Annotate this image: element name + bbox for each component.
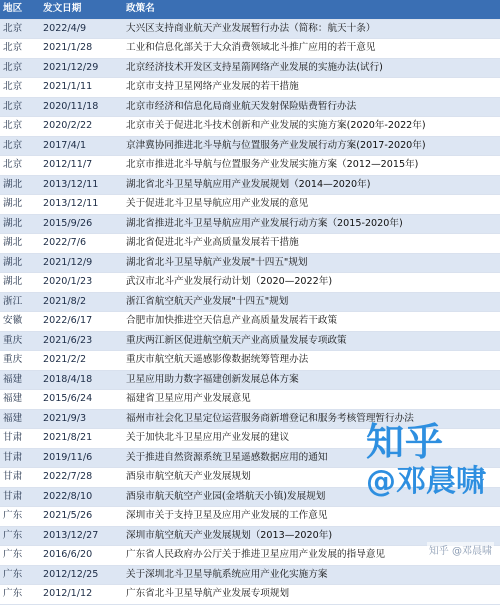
cell-region: 广东	[0, 526, 40, 546]
table-row	[0, 156, 500, 176]
column-header-policy-name: 政策名	[123, 0, 500, 19]
cell-date: 2020/1/23	[40, 273, 123, 293]
cell-policy-name: 湖北省北斗卫星导航产业发展"十四五"规划	[123, 253, 500, 273]
cell-policy-name: 北京市支持卫星网络产业发展的若干措施	[123, 78, 500, 98]
table-row	[0, 175, 500, 195]
cell-policy-name: 深圳市关于支持卫星及应用产业发展的工作意见	[123, 507, 500, 527]
cell-region: 广东	[0, 546, 40, 566]
cell-policy-name: 湖北省促进北斗产业高质量发展若干措施	[123, 234, 500, 254]
cell-region: 福建	[0, 390, 40, 410]
cell-policy-name: 武汉市北斗产业发展行动计划（2020—2022年)	[123, 273, 500, 293]
table-header-row	[0, 0, 500, 19]
cell-region: 福建	[0, 370, 40, 390]
table-row	[0, 526, 500, 546]
cell-region: 湖北	[0, 234, 40, 254]
zhihu-watermark-handle: @邓晨啸	[366, 464, 486, 499]
cell-policy-name: 大兴区支持商业航天产业发展暂行办法（简称：航天十条）	[123, 19, 500, 39]
table-row	[0, 19, 500, 39]
cell-date: 2021/12/9	[40, 253, 123, 273]
cell-date: 2021/1/28	[40, 39, 123, 59]
table-row	[0, 117, 500, 137]
cell-policy-name: 京津冀协同推进北斗导航与位置服务产业发展行动方案(2017-2020年)	[123, 136, 500, 156]
cell-region: 北京	[0, 58, 40, 78]
cell-region: 北京	[0, 136, 40, 156]
cell-policy-name: 北京市经济和信息化局商业航天发射保险贴费暂行办法	[123, 97, 500, 117]
cell-policy-name: 深圳市航空航天产业发展规划（2013—2020年)	[123, 526, 500, 546]
cell-policy-name: 广东省北斗卫星导航产业发展专项规划	[123, 585, 500, 605]
cell-date: 2021/5/26	[40, 507, 123, 527]
cell-date: 2012/12/25	[40, 565, 123, 585]
table-row	[0, 214, 500, 234]
cell-region: 广东	[0, 585, 40, 605]
cell-policy-name: 合肥市加快推进空天信息产业高质量发展若干政策	[123, 312, 500, 332]
cell-date: 2020/2/22	[40, 117, 123, 137]
cell-region: 甘肃	[0, 448, 40, 468]
cell-policy-name: 北京经济技术开发区支持星箭网络产业发展的实施办法(试行)	[123, 58, 500, 78]
cell-date: 2021/2/2	[40, 351, 123, 371]
cell-date: 2021/8/21	[40, 429, 123, 449]
cell-date: 2022/7/6	[40, 234, 123, 254]
cell-region: 甘肃	[0, 468, 40, 488]
cell-policy-name: 关于推进自然资源系统卫星遥感数据应用的通知	[123, 448, 500, 468]
table-row	[0, 39, 500, 59]
cell-date: 2022/6/17	[40, 312, 123, 332]
cell-region: 浙江	[0, 292, 40, 312]
table-row	[0, 390, 500, 410]
cell-policy-name: 关于深圳北斗卫星导航系统应用产业化实施方案	[123, 565, 500, 585]
cell-date: 2022/7/28	[40, 468, 123, 488]
cell-region: 北京	[0, 78, 40, 98]
cell-date: 2020/11/18	[40, 97, 123, 117]
table-row	[0, 312, 500, 332]
column-header-date: 发文日期	[40, 0, 123, 19]
cell-region: 安徽	[0, 312, 40, 332]
cell-region: 重庆	[0, 351, 40, 371]
cell-policy-name: 酒泉市航天航空产业园(金塔航天小镇)发展规划	[123, 487, 500, 507]
footer-watermark: 知乎 @邓晨啸	[427, 542, 494, 557]
cell-policy-name: 浙江省航空航天产业发展"十四五"规划	[123, 292, 500, 312]
cell-policy-name: 福州市社会化卫星定位运营服务商新增登记和服务考核管理暂行办法	[123, 409, 500, 429]
cell-date: 2021/1/11	[40, 78, 123, 98]
cell-region: 湖北	[0, 273, 40, 293]
table-row	[0, 97, 500, 117]
table-row	[0, 370, 500, 390]
cell-policy-name: 酒泉市航空航天产业发展规划	[123, 468, 500, 488]
cell-date: 2022/4/9	[40, 19, 123, 39]
table-row	[0, 273, 500, 293]
cell-region: 重庆	[0, 331, 40, 351]
cell-policy-name: 北京市关于促进北斗技术创新和产业发展的实施方案(2020年-2022年)	[123, 117, 500, 137]
table-row	[0, 565, 500, 585]
cell-region: 北京	[0, 156, 40, 176]
cell-date: 2012/11/7	[40, 156, 123, 176]
cell-policy-name: 关于加快北斗卫星应用产业发展的建议	[123, 429, 500, 449]
cell-date: 2012/1/12	[40, 585, 123, 605]
cell-date: 2021/8/2	[40, 292, 123, 312]
cell-region: 甘肃	[0, 487, 40, 507]
cell-region: 北京	[0, 39, 40, 59]
cell-policy-name: 湖北省北斗卫星导航应用产业发展规划（2014—2020年)	[123, 175, 500, 195]
cell-region: 福建	[0, 409, 40, 429]
table-row	[0, 546, 500, 566]
cell-region: 北京	[0, 97, 40, 117]
cell-policy-name: 重庆市航空航天遥感影像数据统筹管理办法	[123, 351, 500, 371]
cell-policy-name: 广东省人民政府办公厅关于推进卫星应用产业发展的指导意见	[123, 546, 500, 566]
column-header-region: 地区	[0, 0, 40, 19]
cell-region: 湖北	[0, 253, 40, 273]
table-row	[0, 507, 500, 527]
cell-region: 湖北	[0, 195, 40, 215]
cell-region: 甘肃	[0, 429, 40, 449]
cell-policy-name: 北京市推进北斗导航与位置服务产业发展实施方案（2012—2015年)	[123, 156, 500, 176]
cell-date: 2013/12/11	[40, 175, 123, 195]
cell-date: 2017/4/1	[40, 136, 123, 156]
cell-date: 2013/12/27	[40, 526, 123, 546]
cell-region: 广东	[0, 507, 40, 527]
table-row	[0, 351, 500, 371]
cell-region: 北京	[0, 19, 40, 39]
cell-date: 2016/6/20	[40, 546, 123, 566]
cell-date: 2013/12/11	[40, 195, 123, 215]
cell-date: 2018/4/18	[40, 370, 123, 390]
cell-region: 湖北	[0, 175, 40, 195]
table-row	[0, 331, 500, 351]
table-row	[0, 136, 500, 156]
zhihu-watermark-brand: 知乎	[366, 420, 445, 464]
table-row	[0, 585, 500, 605]
cell-policy-name: 重庆两江新区促进航空航天产业高质量发展专项政策	[123, 331, 500, 351]
table-row	[0, 78, 500, 98]
table-row	[0, 195, 500, 215]
table-row	[0, 253, 500, 273]
cell-date: 2015/6/24	[40, 390, 123, 410]
cell-date: 2021/12/29	[40, 58, 123, 78]
cell-date: 2022/8/10	[40, 487, 123, 507]
table-row	[0, 292, 500, 312]
cell-region: 湖北	[0, 214, 40, 234]
cell-date: 2019/11/6	[40, 448, 123, 468]
cell-date: 2021/9/3	[40, 409, 123, 429]
cell-policy-name: 卫星应用助力数字福建创新发展总体方案	[123, 370, 500, 390]
table-row	[0, 58, 500, 78]
table-row	[0, 234, 500, 254]
cell-policy-name: 湖北省推进北斗卫星导航应用产业发展行动方案（2015-2020年)	[123, 214, 500, 234]
cell-policy-name: 关于促进北斗卫星导航应用产业发展的意见	[123, 195, 500, 215]
cell-policy-name: 工业和信息化部关于大众消费领域北斗推广应用的若干意见	[123, 39, 500, 59]
cell-region: 广东	[0, 565, 40, 585]
cell-date: 2021/6/23	[40, 331, 123, 351]
cell-policy-name: 福建省卫星应用产业发展意见	[123, 390, 500, 410]
cell-region: 北京	[0, 117, 40, 137]
cell-date: 2015/9/26	[40, 214, 123, 234]
